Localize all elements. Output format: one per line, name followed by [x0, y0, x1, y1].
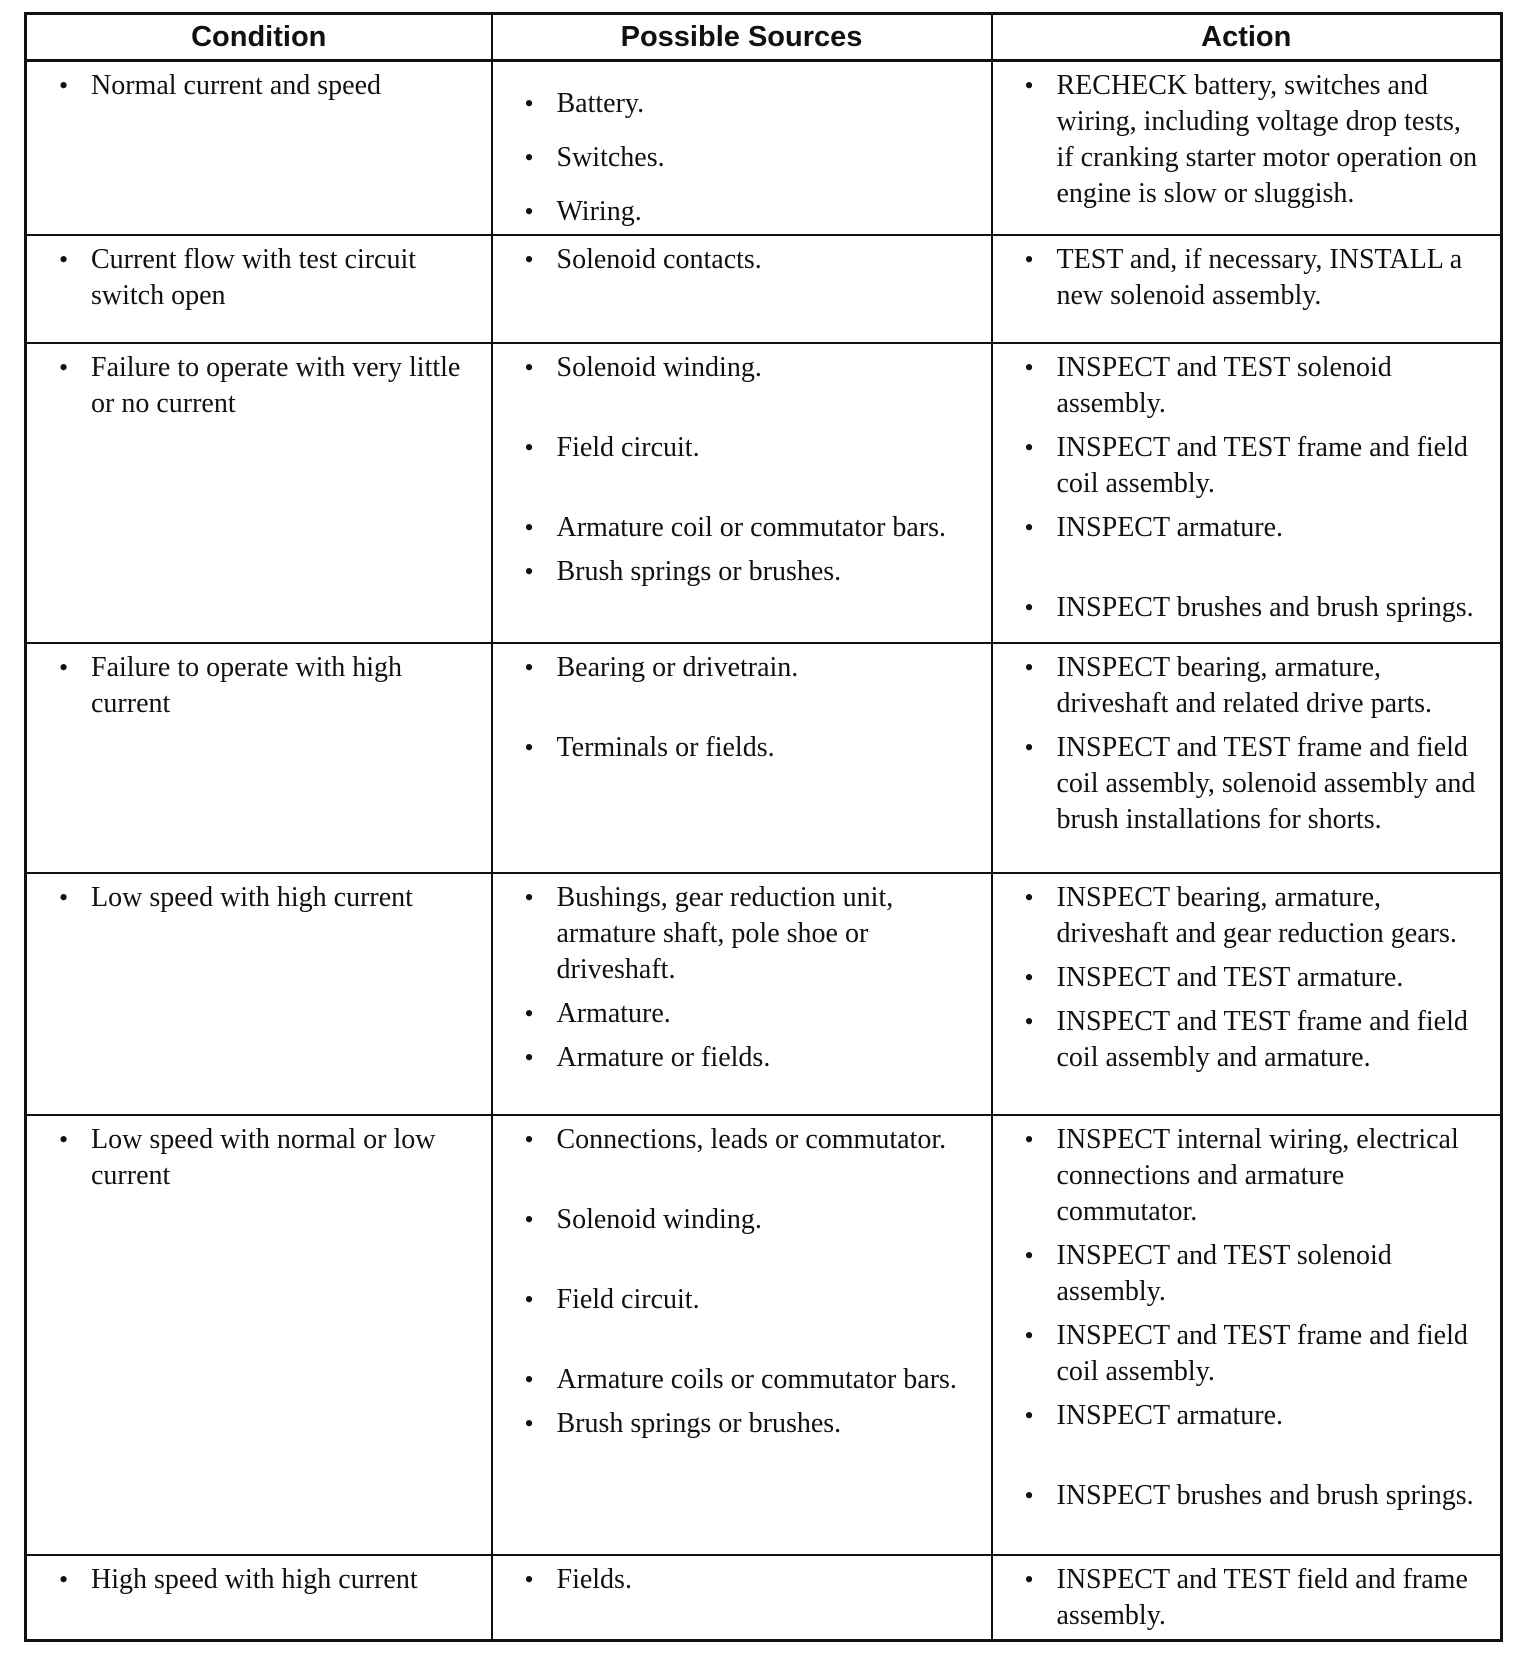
action-item: • INSPECT and TEST frame and field coil assembly and armature.	[993, 1004, 1491, 1076]
action-cell	[992, 1555, 1502, 1641]
action-item: • INSPECT and TEST solenoid assembly.	[993, 1238, 1491, 1310]
action-item: • INSPECT and TEST frame and field coil assembly.	[993, 430, 1491, 502]
condition-text: • Failure to operate with very little or no current	[27, 350, 481, 422]
condition-text: • Low speed with normal or low current	[27, 1122, 481, 1194]
action-item: • INSPECT armature.	[993, 1398, 1491, 1434]
action-cell	[992, 643, 1502, 873]
action-item: • INSPECT and TEST field and frame assembly.	[993, 1562, 1491, 1634]
condition-text: • High speed with high current	[27, 1562, 481, 1598]
source-item: • Armature or fields.	[493, 1040, 981, 1076]
condition-cell	[26, 873, 492, 1115]
action-cell	[992, 343, 1502, 643]
sources-cell	[492, 235, 992, 343]
table-row	[26, 873, 1502, 1115]
source-item: • Field circuit.	[493, 430, 981, 466]
header-condition: Condition	[26, 14, 492, 61]
header-possible-sources: Possible Sources	[492, 14, 992, 61]
action-item: • INSPECT brushes and brush springs.	[993, 1478, 1491, 1514]
condition-text: • Low speed with high current	[27, 880, 481, 916]
action-item: • TEST and, if necessary, INSTALL a new solenoid assembly.	[993, 242, 1491, 314]
action-item: • INSPECT internal wiring, electrical connections and armature commutator.	[993, 1122, 1491, 1230]
source-item: • Bearing or drivetrain.	[493, 650, 981, 686]
source-item: • Brush springs or brushes.	[493, 554, 981, 590]
source-item: • Armature coils or commutator bars.	[493, 1362, 981, 1398]
source-item: • Terminals or fields.	[493, 730, 981, 766]
condition-text: • Failure to operate with high current	[27, 650, 481, 722]
condition-text: • Current flow with test circuit switch open	[27, 242, 481, 314]
action-cell	[992, 873, 1502, 1115]
source-item: • Solenoid winding.	[493, 350, 981, 386]
source-item: • Battery.	[493, 86, 981, 122]
source-item: • Armature coil or commutator bars.	[493, 510, 981, 546]
condition-text: • Normal current and speed	[27, 68, 481, 104]
source-item: • Solenoid winding.	[493, 1202, 981, 1238]
table-row	[26, 61, 1502, 235]
action-item: • INSPECT and TEST frame and field coil assembly.	[993, 1318, 1491, 1390]
sources-cell	[492, 873, 992, 1115]
sources-cell	[492, 643, 992, 873]
action-item: • INSPECT and TEST frame and field coil assembly, solenoid assembly and brush installations for shorts.	[993, 730, 1491, 838]
condition-cell	[26, 343, 492, 643]
condition-cell	[26, 235, 492, 343]
source-item: • Switches.	[493, 140, 981, 176]
diagnosis-table	[24, 12, 1503, 1642]
source-item: • Armature.	[493, 996, 981, 1032]
table-row	[26, 235, 1502, 343]
sources-cell	[492, 1115, 992, 1555]
action-item: • INSPECT armature.	[993, 510, 1491, 546]
action-item: • RECHECK battery, switches and wiring, including voltage drop tests, if cranking starter motor operation on engine is slow or sluggish.	[993, 68, 1491, 212]
action-cell	[992, 235, 1502, 343]
action-cell	[992, 1115, 1502, 1555]
condition-cell	[26, 1115, 492, 1555]
table-row	[26, 1555, 1502, 1641]
source-item: • Fields.	[493, 1562, 981, 1598]
source-item: • Connections, leads or commutator.	[493, 1122, 981, 1158]
sources-cell	[492, 343, 992, 643]
condition-cell	[26, 1555, 492, 1641]
action-item: • INSPECT bearing, armature, driveshaft and related drive parts.	[993, 650, 1491, 722]
sources-cell	[492, 61, 992, 235]
header-row	[26, 14, 1502, 61]
table-row	[26, 343, 1502, 643]
condition-cell	[26, 61, 492, 235]
source-item: • Field circuit.	[493, 1282, 981, 1318]
source-item: • Solenoid contacts.	[493, 242, 981, 278]
action-item: • INSPECT and TEST solenoid assembly.	[993, 350, 1491, 422]
condition-cell	[26, 643, 492, 873]
source-item: • Brush springs or brushes.	[493, 1406, 981, 1442]
table-row	[26, 1115, 1502, 1555]
sources-cell	[492, 1555, 992, 1641]
action-item: • INSPECT brushes and brush springs.	[993, 590, 1491, 626]
table-row	[26, 643, 1502, 873]
action-item: • INSPECT bearing, armature, driveshaft and gear reduction gears.	[993, 880, 1491, 952]
action-item: • INSPECT and TEST armature.	[993, 960, 1491, 996]
action-cell	[992, 61, 1502, 235]
source-item: • Wiring.	[493, 194, 981, 230]
header-action: Action	[992, 14, 1502, 61]
source-item: • Bushings, gear reduction unit, armature shaft, pole shoe or driveshaft.	[493, 880, 981, 988]
